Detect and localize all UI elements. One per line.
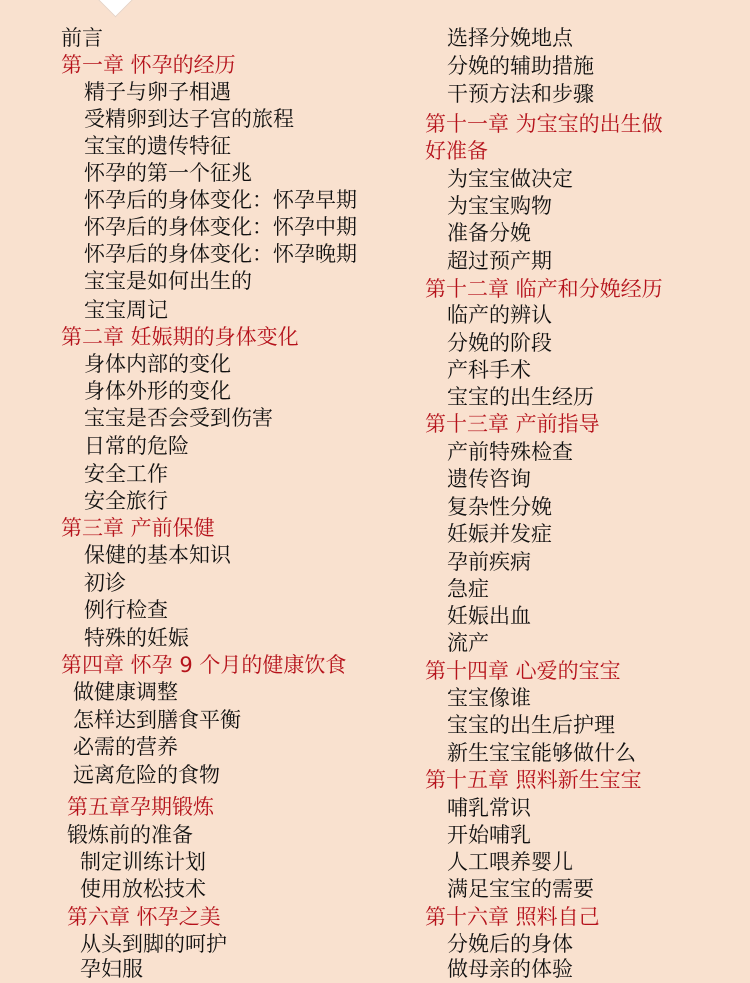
toc-item: 为宝宝做决定 <box>447 167 573 191</box>
toc-item: 做健康调整 <box>73 680 178 704</box>
toc-item: 复杂性分娩 <box>447 495 552 519</box>
toc-item: 特殊的妊娠 <box>84 626 189 650</box>
toc-item: 怀孕后的身体变化：怀孕中期 <box>84 215 357 239</box>
toc-item: 宝宝是否会受到伤害 <box>84 406 273 430</box>
toc-item: 怀孕的第一个征兆 <box>84 161 252 185</box>
toc-item: 为宝宝购物 <box>447 194 552 218</box>
toc-chapter: 第十六章 照料自己 <box>425 905 600 929</box>
toc-item: 宝宝的出生经历 <box>447 385 594 409</box>
toc-item: 怀孕后的身体变化：怀孕早期 <box>84 188 357 212</box>
toc-item: 人工喂养婴儿 <box>447 850 573 874</box>
toc-item: 安全旅行 <box>84 489 168 513</box>
toc-item: 精子与卵子相遇 <box>84 80 231 104</box>
toc-item: 哺乳常识 <box>447 796 531 820</box>
toc-item: 流产 <box>447 631 489 655</box>
toc-item: 例行检查 <box>84 598 168 622</box>
toc-item: 宝宝的遗传特征 <box>84 134 231 158</box>
toc-item: 身体外形的变化 <box>84 379 231 403</box>
toc-chapter: 好准备 <box>425 139 488 163</box>
toc-item: 初诊 <box>84 571 126 595</box>
toc-item: 选择分娩地点 <box>447 26 573 50</box>
toc-item: 宝宝是如何出生的 <box>84 269 252 293</box>
toc-item: 妊娠并发症 <box>447 522 552 546</box>
toc-item: 怎样达到膳食平衡 <box>73 708 241 732</box>
toc-item: 急症 <box>447 577 489 601</box>
toc-item: 开始哺乳 <box>447 823 531 847</box>
toc-item: 产科手术 <box>447 358 531 382</box>
toc-item: 锻炼前的准备 <box>67 823 193 847</box>
toc-item: 宝宝像谁 <box>447 686 531 710</box>
toc-item: 临产的辨认 <box>447 303 552 327</box>
toc-chapter: 第二章 妊娠期的身体变化 <box>61 325 299 349</box>
toc-item: 远离危险的食物 <box>73 763 220 787</box>
toc-item: 产前特殊检查 <box>447 440 573 464</box>
toc-item: 孕前疾病 <box>447 550 531 574</box>
toc-chapter: 第六章 怀孕之美 <box>67 905 221 929</box>
toc-item: 宝宝的出生后护理 <box>447 713 615 737</box>
toc-item: 分娩的阶段 <box>447 331 552 355</box>
toc-item: 日常的危险 <box>84 434 189 458</box>
toc-item: 妊娠出血 <box>447 604 531 628</box>
toc-item: 受精卵到达子宫的旅程 <box>84 107 294 131</box>
toc-item: 准备分娩 <box>447 221 531 245</box>
toc-item: 使用放松技术 <box>80 877 206 901</box>
toc-item: 新生宝宝能够做什么 <box>447 741 636 765</box>
toc-chapter: 第四章 怀孕 9 个月的健康饮食 <box>61 653 347 677</box>
toc-chapter: 第三章 产前保健 <box>61 516 215 540</box>
toc-item: 干预方法和步骤 <box>447 82 594 106</box>
toc-item: 从头到脚的呵护 <box>80 932 227 956</box>
toc-item: 分娩的辅助措施 <box>447 54 594 78</box>
toc-chapter: 第十二章 临产和分娩经历 <box>425 277 663 301</box>
toc-item: 遗传咨询 <box>447 467 531 491</box>
toc-item: 身体内部的变化 <box>84 352 231 376</box>
toc-item: 保健的基本知识 <box>84 543 231 567</box>
toc-chapter: 第十一章 为宝宝的出生做 <box>425 112 663 136</box>
toc-item: 前言 <box>61 26 103 50</box>
toc-item: 超过预产期 <box>447 249 552 273</box>
toc-item: 必需的营养 <box>73 735 178 759</box>
toc-item: 制定训练计划 <box>80 850 206 874</box>
toc-item: 孕妇服 <box>80 957 143 981</box>
toc-item: 分娩后的身体 <box>447 932 573 956</box>
toc-chapter: 第十四章 心爱的宝宝 <box>425 659 621 683</box>
toc-chapter: 第十三章 产前指导 <box>425 412 600 436</box>
toc-item: 安全工作 <box>84 462 168 486</box>
toc-item: 怀孕后的身体变化：怀孕晚期 <box>84 242 357 266</box>
toc-item: 做母亲的体验 <box>447 957 573 981</box>
toc-chapter: 第十五章 照料新生宝宝 <box>425 768 642 792</box>
toc-chapter: 第五章孕期锻炼 <box>67 795 214 819</box>
toc-item: 满足宝宝的需要 <box>447 877 594 901</box>
toc-chapter: 第一章 怀孕的经历 <box>61 53 236 77</box>
toc-item: 宝宝周记 <box>84 298 168 322</box>
